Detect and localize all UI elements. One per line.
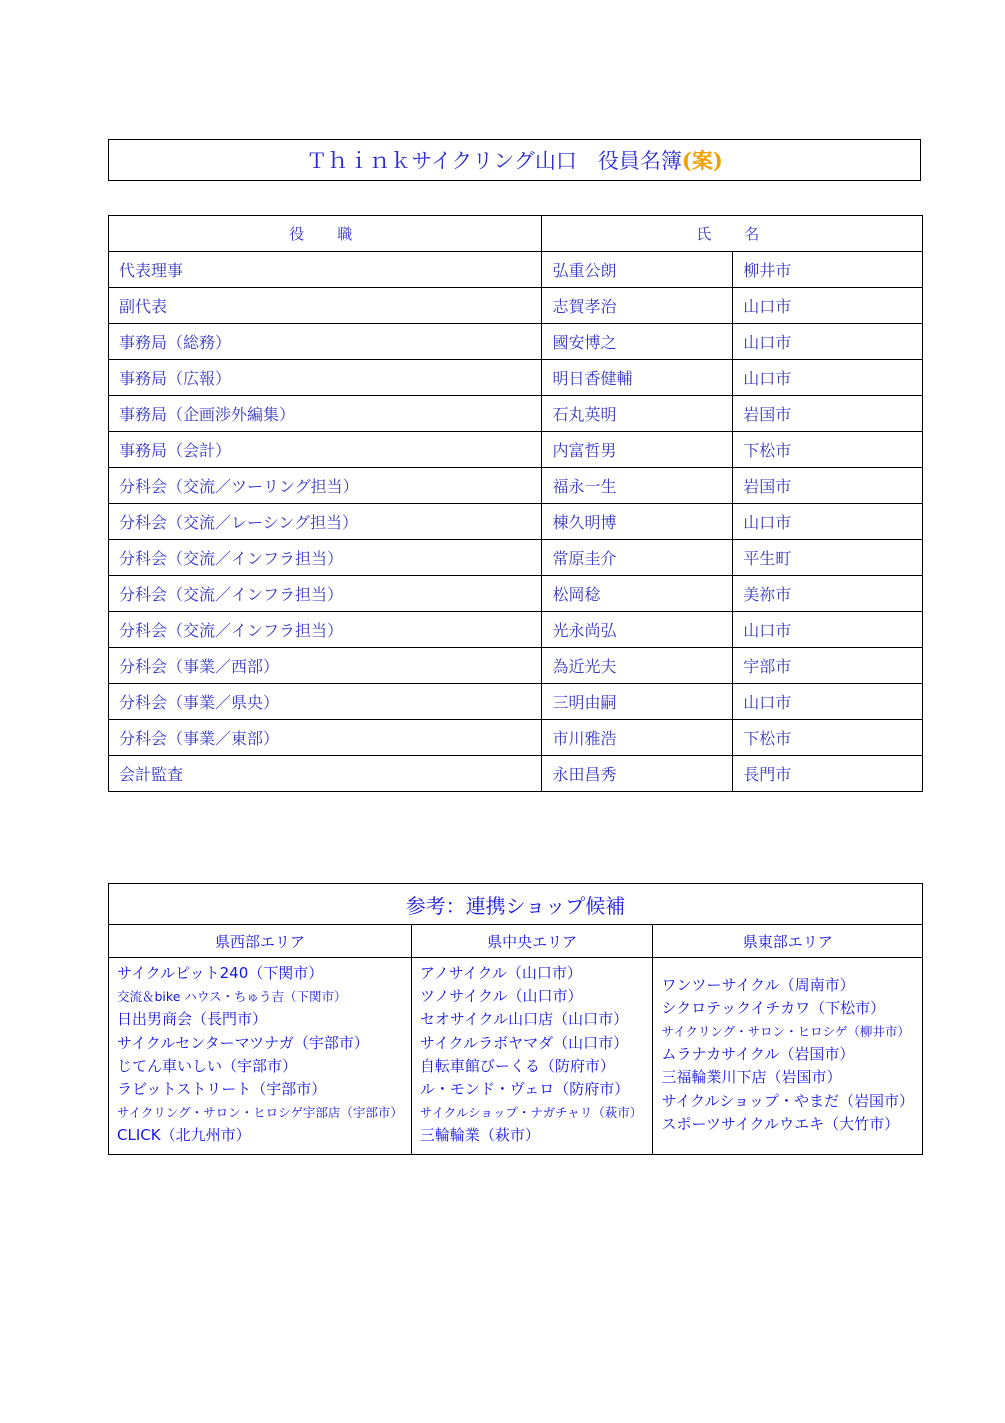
name-cell: 為近光夫 [542, 648, 733, 684]
shop-item: 三輪輪業（萩市） [419, 1126, 540, 1145]
area-east-header: 県東部エリア [653, 925, 923, 958]
shops-heading: 参考：連携ショップ候補 [109, 884, 923, 925]
city-cell: 美祢市 [733, 576, 923, 612]
shop-item: ラビットストリート（宇部市） [117, 1080, 327, 1099]
role-cell: 分科会（交流／レーシング担当） [109, 504, 542, 540]
shop-item: ムラナカサイクル（岩国市） [661, 1045, 855, 1064]
city-cell: 柳井市 [733, 252, 923, 288]
shop-item: サイクルセンターマツナガ（宇部市） [117, 1033, 369, 1052]
roster-row [109, 324, 923, 360]
city-cell: 山口市 [733, 288, 923, 324]
area-central-header: 県中央エリア [411, 925, 653, 958]
shop-item: 自転車館びーくる（防府市） [419, 1056, 615, 1075]
role-cell: 副代表 [109, 288, 542, 324]
city-cell: 下松市 [733, 432, 923, 468]
role-cell: 分科会（事業／西部） [109, 648, 542, 684]
role-cell: 分科会（交流／インフラ担当） [109, 540, 542, 576]
shop-item: ツノサイクル（山口市） [419, 987, 583, 1006]
role-cell: 代表理事 [109, 252, 542, 288]
name-cell: 國安博之 [542, 324, 733, 360]
roster-row [109, 288, 923, 324]
shop-list-east [653, 958, 923, 1155]
roster-row [109, 504, 923, 540]
city-cell: 宇部市 [733, 648, 923, 684]
roster-row [109, 360, 923, 396]
roster-row [109, 756, 923, 792]
roster-row [109, 612, 923, 648]
roster-row [109, 720, 923, 756]
role-cell: 事務局（広報） [109, 360, 542, 396]
role-cell: 事務局（企画渉外編集） [109, 396, 542, 432]
name-cell: 永田昌秀 [542, 756, 733, 792]
name-cell: 福永一生 [542, 468, 733, 504]
name-cell: 内富哲男 [542, 432, 733, 468]
shop-list-west [109, 958, 412, 1155]
shop-list-central [411, 958, 653, 1155]
roster-header-row [109, 216, 923, 252]
draft-mark: (案) [681, 148, 723, 173]
city-cell: 岩国市 [733, 396, 923, 432]
role-cell: 分科会（交流／インフラ担当） [109, 576, 542, 612]
roster-row [109, 252, 923, 288]
city-cell: 山口市 [733, 324, 923, 360]
role-cell: 事務局（総務） [109, 324, 542, 360]
shop-item: ル・モンド・ヴェロ（防府市） [419, 1080, 630, 1099]
roster-row [109, 540, 923, 576]
roster-row [109, 468, 923, 504]
city-cell: 平生町 [733, 540, 923, 576]
shop-item: サイクルショップ・ナガチャリ（萩市） [419, 1105, 643, 1121]
name-cell: 三明由嗣 [542, 684, 733, 720]
role-column-header: 役 職 [109, 216, 542, 252]
role-cell: 分科会（事業／東部） [109, 720, 542, 756]
name-cell: 石丸英明 [542, 396, 733, 432]
officer-roster-table [108, 215, 923, 792]
shop-item: シクロテックイチカワ（下松市） [661, 998, 886, 1017]
name-column-header: 氏 名 [542, 216, 923, 252]
role-cell: 分科会（事業／県央） [109, 684, 542, 720]
roster-row [109, 684, 923, 720]
role-cell: 分科会（交流／ツーリング担当） [109, 468, 542, 504]
city-cell: 長門市 [733, 756, 923, 792]
title-text: Ｔｈｉｎｋサイクリング山口 役員名簿 [306, 149, 682, 173]
name-cell: 棟久明博 [542, 504, 733, 540]
shop-item: CLICK（北九州市） [117, 1126, 251, 1145]
roster-row [109, 432, 923, 468]
name-cell: 志賀孝治 [542, 288, 733, 324]
shop-item: ワンツーサイクル（周南市） [661, 975, 855, 994]
role-cell: 会計監査 [109, 756, 542, 792]
roster-body [109, 252, 923, 792]
roster-row [109, 576, 923, 612]
shop-item: セオサイクル山口店（山口市） [419, 1010, 629, 1029]
shop-item: スポーツサイクルウエキ（大竹市） [661, 1114, 900, 1133]
name-cell: 常原圭介 [542, 540, 733, 576]
roster-row [109, 396, 923, 432]
city-cell: 岩国市 [733, 468, 923, 504]
shop-item: 三福輪業川下店（岩国市） [661, 1068, 842, 1087]
name-cell: 市川雅浩 [542, 720, 733, 756]
partner-shops-table [108, 883, 923, 1155]
city-cell: 山口市 [733, 504, 923, 540]
document-title [108, 139, 921, 181]
shop-item: 交流＆bike ハウス・ちゅう吉（下関市） [117, 989, 347, 1005]
role-cell: 分科会（交流／インフラ担当） [109, 612, 542, 648]
name-cell: 光永尚弘 [542, 612, 733, 648]
area-west-header: 県西部エリア [109, 925, 412, 958]
shop-item: サイクルショップ・やまだ（岩国市） [661, 1091, 914, 1110]
city-cell: 山口市 [733, 684, 923, 720]
role-cell: 事務局（会計） [109, 432, 542, 468]
city-cell: 山口市 [733, 360, 923, 396]
shop-item: じてん車いしい（宇部市） [117, 1056, 298, 1075]
name-cell: 弘重公朗 [542, 252, 733, 288]
area-header-row [109, 925, 923, 958]
name-cell: 松岡稔 [542, 576, 733, 612]
city-cell: 山口市 [733, 612, 923, 648]
shop-item: サイクリング・サロン・ヒロシゲ宇部店（宇部市） [117, 1105, 403, 1121]
shop-item: サイクルピット240（下関市） [117, 964, 324, 982]
name-cell: 明日香健輔 [542, 360, 733, 396]
city-cell: 下松市 [733, 720, 923, 756]
shop-item: サイクルラボヤマダ（山口市） [419, 1033, 629, 1052]
shop-item: 日出男商会（長門市） [117, 1010, 268, 1029]
shop-item: アノサイクル（山口市） [419, 964, 582, 982]
shop-item: サイクリング・サロン・ヒロシゲ（柳井市） [661, 1024, 910, 1039]
roster-row [109, 648, 923, 684]
